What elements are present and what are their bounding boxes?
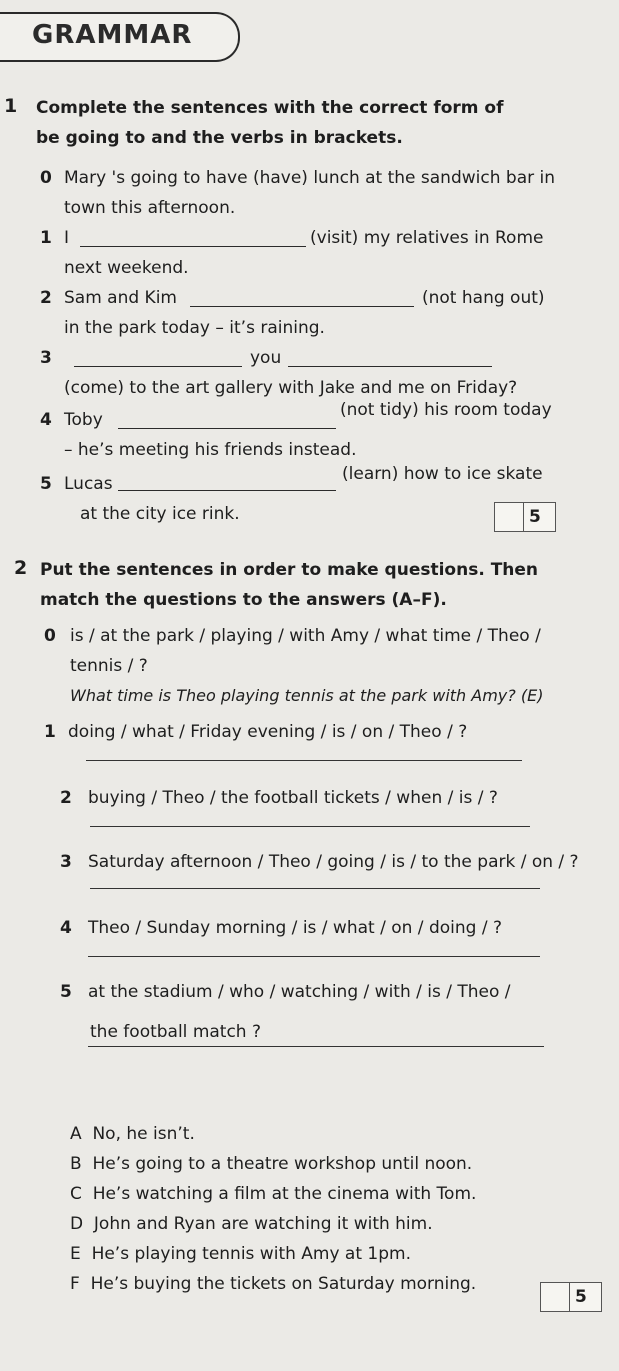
ex2-instruction-line2: match the questions to the answers (A–F). bbox=[40, 590, 447, 610]
ex1-item1-pre: I bbox=[64, 228, 70, 248]
ex1-item4-pre: Toby bbox=[64, 410, 103, 430]
answer-a-letter: A bbox=[70, 1124, 82, 1144]
answer-c-text: He’s watching a film at the cinema with Tom. bbox=[92, 1184, 477, 1204]
ex1-item4-number: 4 bbox=[40, 410, 52, 430]
answer-b-text: He’s going to a theatre workshop until noon. bbox=[92, 1154, 473, 1174]
ex2-item2-line1: buying / Theo / the football tickets / when / is / ? bbox=[88, 788, 498, 808]
ex1-item1-post: (visit) my relatives in Rome bbox=[310, 228, 544, 248]
ex1-item0-line1: Mary 's going to have (have) lunch at the sandwich bar in bbox=[64, 168, 555, 188]
ex1-item2-post: (not hang out) bbox=[422, 288, 545, 308]
answer-a bbox=[70, 1124, 195, 1144]
ex1-item1-blank[interactable] bbox=[80, 246, 306, 247]
ex1-item1-line2: next weekend. bbox=[64, 258, 189, 278]
answer-d bbox=[70, 1214, 433, 1234]
answer-b-letter: B bbox=[70, 1154, 82, 1174]
ex2-item0-line2: tennis / ? bbox=[70, 656, 148, 676]
ex1-item5-blank[interactable] bbox=[118, 490, 336, 491]
ex2-score-box bbox=[540, 1282, 602, 1312]
answer-e-letter: E bbox=[70, 1244, 81, 1264]
ex1-item2-number: 2 bbox=[40, 288, 52, 308]
answer-c-letter: C bbox=[70, 1184, 82, 1204]
ex2-score-total: 5 bbox=[575, 1287, 587, 1307]
ex1-item2-blank[interactable] bbox=[190, 306, 414, 307]
ex2-item2-answer-line[interactable] bbox=[90, 826, 530, 827]
answer-f-letter: F bbox=[70, 1274, 80, 1294]
ex1-item3-blank-b[interactable] bbox=[288, 366, 492, 367]
ex1-item2-line2: in the park today – it’s raining. bbox=[64, 318, 325, 338]
ex2-item3-number: 3 bbox=[60, 852, 72, 872]
ex2-item3-line1: Saturday afternoon / Theo / going / is / to the park / on / ? bbox=[88, 852, 579, 872]
ex2-item1-answer-line[interactable] bbox=[86, 760, 522, 761]
ex2-item3-answer-line[interactable] bbox=[90, 888, 540, 889]
ex2-item5-line1: at the stadium / who / watching / with / is / Theo / bbox=[88, 982, 511, 1002]
ex1-item3-line2: (come) to the art gallery with Jake and me on Friday? bbox=[64, 378, 518, 398]
ex2-item2-number: 2 bbox=[60, 788, 72, 808]
ex2-item5-line2: the football match ? bbox=[90, 1022, 262, 1042]
answer-e-text: He’s playing tennis with Amy at 1pm. bbox=[91, 1244, 411, 1264]
ex1-item4-line2: – he’s meeting his friends instead. bbox=[64, 440, 357, 460]
ex2-item4-line1: Theo / Sunday morning / is / what / on / doing / ? bbox=[88, 918, 502, 938]
ex1-item5-post: (learn) how to ice skate bbox=[342, 464, 543, 484]
ex2-instruction-line1: Put the sentences in order to make questions. Then bbox=[40, 560, 539, 580]
answer-f bbox=[70, 1274, 476, 1294]
ex1-number: 1 bbox=[4, 95, 18, 117]
answer-f-text: He’s buying the tickets on Saturday morning. bbox=[90, 1274, 477, 1294]
ex1-item1-number: 1 bbox=[40, 228, 52, 248]
ex1-item4-post: (not tidy) his room today bbox=[340, 400, 552, 420]
answer-d-text: John and Ryan are watching it with him. bbox=[93, 1214, 433, 1234]
answer-c bbox=[70, 1184, 476, 1204]
ex1-item3-blank-a[interactable] bbox=[74, 366, 242, 367]
ex2-item1-number: 1 bbox=[44, 722, 56, 742]
ex1-item5-pre: Lucas bbox=[64, 474, 113, 494]
ex2-item4-number: 4 bbox=[60, 918, 72, 938]
ex2-item1-line1: doing / what / Friday evening / is / on / Theo / ? bbox=[68, 722, 468, 742]
ex2-item5-number: 5 bbox=[60, 982, 72, 1002]
ex1-score-box bbox=[494, 502, 556, 532]
ex1-item3-mid: you bbox=[250, 348, 282, 368]
ex1-score-total: 5 bbox=[529, 507, 541, 527]
page-title: GRAMMAR bbox=[32, 20, 193, 50]
ex1-item2-pre: Sam and Kim bbox=[64, 288, 177, 308]
ex1-item0-line2: town this afternoon. bbox=[64, 198, 236, 218]
ex1-item3-number: 3 bbox=[40, 348, 52, 368]
ex2-item0-line1: is / at the park / playing / with Amy / what time / Theo / bbox=[70, 626, 541, 646]
ex1-instruction-line1: Complete the sentences with the correct form of bbox=[36, 98, 504, 118]
ex2-item0-answer: What time is Theo playing tennis at the park with Amy? (E) bbox=[70, 686, 544, 705]
ex1-item5-number: 5 bbox=[40, 474, 52, 494]
ex1-item0-number: 0 bbox=[40, 168, 52, 188]
ex1-instruction-line2: be going to and the verbs in brackets. bbox=[36, 128, 403, 148]
answer-e bbox=[70, 1244, 411, 1264]
ex1-item4-blank[interactable] bbox=[118, 428, 336, 429]
ex2-number: 2 bbox=[14, 557, 28, 579]
answer-a-text: No, he isn’t. bbox=[92, 1124, 195, 1144]
answer-d-letter: D bbox=[70, 1214, 84, 1234]
ex2-item4-answer-line[interactable] bbox=[88, 956, 540, 957]
ex2-item5-answer-line[interactable] bbox=[88, 1046, 544, 1047]
answer-b bbox=[70, 1154, 472, 1174]
ex1-item5-line2: at the city ice rink. bbox=[80, 504, 240, 524]
ex2-item0-number: 0 bbox=[44, 626, 56, 646]
